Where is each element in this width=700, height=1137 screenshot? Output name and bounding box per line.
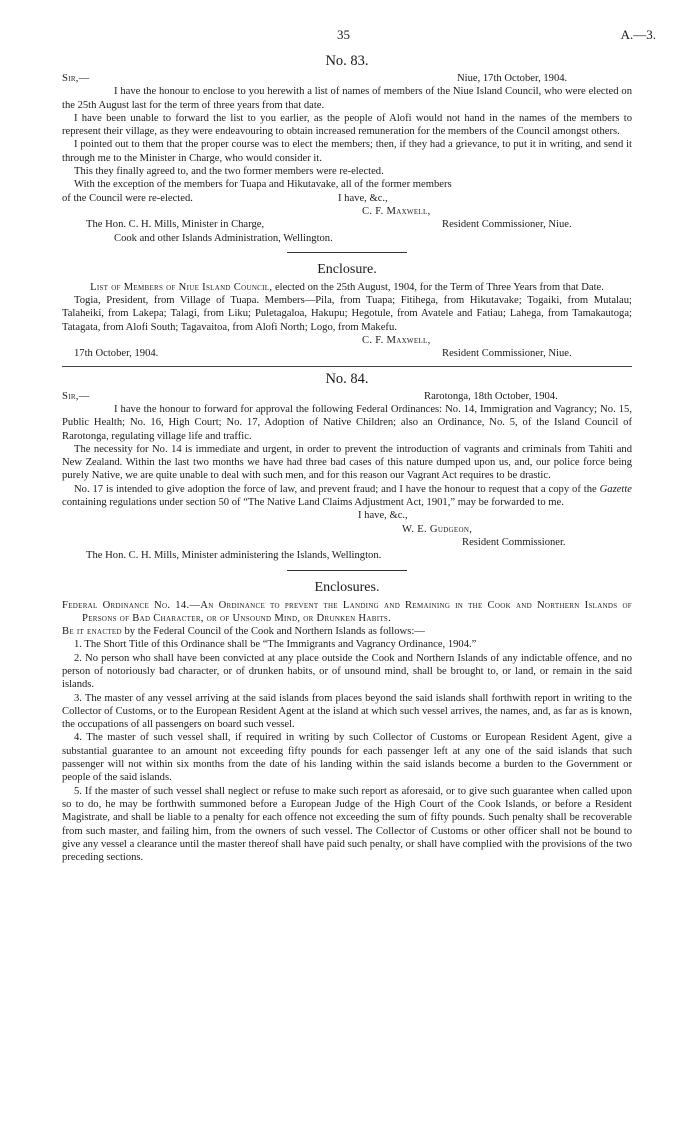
ordinance-section: 1. The Short Title of this Ordinance shall be “The Immigrants and Vagrancy Ordinance, 1904.”: [74, 639, 477, 651]
letter-84-place-date: Rarotonga, 18th October, 1904.: [424, 390, 558, 402]
letter-83-addressee-2: Cook and other Islands Administration, Wellington.: [114, 232, 333, 244]
letter-83-number: No. 83.: [325, 53, 369, 69]
letter-84-signature-line: [62, 523, 632, 536]
letter-83-paragraph: I pointed out to them that the proper course was to elect the members; then, if they had a grievance, to put it in writing, and send it through me to the Minister in Charge, who would consider it.: [62, 139, 632, 164]
letter-84-p3-start: No. 17 is intended to give adoption the force of law, and prevent fraud; and I have the honour to request that a copy of the: [74, 483, 600, 495]
ordinance-section: 3. The master of any vessel arriving at the said islands from places beyond the said islands shall forthwith report in writing to the Collector of Customs, or to the European Resident Agent at the island at which such vessel arrives, the names, and, as far as is known, the occupations of all passengers on board such vessel.: [62, 692, 632, 731]
document-page: [62, 27, 656, 864]
section-divider: [287, 252, 407, 253]
enclosures-title: Enclosures.: [314, 579, 380, 595]
full-width-rule: [62, 366, 632, 367]
letter-83-paragraph: With the exception of the members for Tuapa and Hikutavake, all of the former members: [74, 179, 452, 191]
letter-84-addressee-line: [62, 549, 632, 562]
letter-83-closing: I have, &c.,: [338, 192, 388, 204]
page-header: [62, 27, 656, 46]
letter-84-heading: [62, 390, 632, 403]
enclosure-signature-line: [62, 334, 632, 347]
enacting-clause-rest: by the Federal Council of the Cook and Northern Islands as follows:—: [121, 626, 425, 638]
letter-84-signatory-title: Resident Commissioner.: [462, 536, 566, 548]
letter-83-signature-line: [62, 205, 632, 218]
letter-84-closing-line: [62, 509, 632, 522]
letter-84-p3-end: containing regulations under section 50 of “The Native Land Claims Adjustment Act, 1901,” may be forwarded to me.: [62, 497, 564, 509]
document-reference: A.—3.: [620, 27, 656, 42]
letter-83-salutation: Sir,—: [62, 73, 90, 84]
gazette-title: Gazette: [599, 483, 632, 495]
letter-84-signatory: W. E. Gudgeon,: [402, 523, 473, 535]
letter-84-paragraph: [62, 483, 632, 510]
enclosure-heading-caps: List of Members of Niue Island Council,: [90, 281, 273, 293]
ordinance-section: 5. If the master of such vessel shall neglect or refuse to make such report as aforesaid, or to give such guarantee when called upon so to do, he may be forthwith summoned before a European Judge of the High Court of the Cook Islands, or before a Resident Magistrate, and shall be liable to a penalty for each offence not exceeding the sum of fifty pounds. Such penalty shall be recoverable from such master, and failing him, from the owners of such vessel. The Collector of Customs or other officer shall not be bound to give any vessel a clearance until the master thereof shall have paid such penalty, or shall have complied with the provisions of the two preceding sections.: [62, 785, 632, 864]
page-number: 35: [337, 27, 350, 42]
ordinance-section: 2. No person who shall have been convicted at any place outside the Cook and Northern Islands of any indictable offence, and no person of notoriously bad character, or of drunken habits, or of unsound mind, shall be brought to, or land, or remain in the said islands.: [62, 652, 632, 691]
enclosure-signatory-title: Resident Commissioner, Niue.: [442, 348, 572, 360]
ordinance-section: 4. The master of such vessel shall, if required in writing by such Collector of Customs or European Resident Agent, give a substantial guarantee to an amount not exceeding fifty pounds for each passenger left at any one of the said islands that such passenger will not within six months from the date of his landing within the said islands become a burden to the Government or people of the said islands.: [62, 732, 632, 784]
letter-84-addressee: The Hon. C. H. Mills, Minister administering the Islands, Wellington.: [86, 550, 382, 562]
enclosure-body: Togia, President, from Village of Tuapa. Members—Pila, from Tuapa; Fitihega, from Hikutavake; Togaiki, from Mutalau; Talaheiki, from Lakepa; Talagi, from Liku; Puletagaloa, Hakupu; Hegotule, from Avatele and Fatiau; Lahega, from Tamakautoga; Tatagata, from Alofi South; Tagavaitoa, from Alofi North; Logo, from Makefu.: [62, 295, 632, 333]
letter-83-addressee-line-2: [62, 232, 632, 245]
letter-84-title-line: [62, 536, 632, 549]
enclosure-heading: [62, 281, 632, 294]
enclosure-signatory: C. F. Maxwell,: [362, 335, 431, 347]
enacting-clause: [62, 625, 632, 638]
letter-83-addressee: The Hon. C. H. Mills, Minister in Charge,: [86, 219, 265, 231]
section-divider: [287, 570, 407, 571]
letter-83-addressee-line: [62, 218, 632, 231]
letter-83-signatory: C. F. Maxwell,: [362, 205, 431, 217]
enacting-clause-caps: Be it enacted: [62, 626, 122, 638]
letter-83-last-line: of the Council were re-elected.: [62, 192, 193, 204]
letter-83-signatory-title: Resident Commissioner, Niue.: [442, 219, 572, 231]
enclosure-title: Enclosure.: [317, 261, 377, 277]
letter-83-closing-line: [62, 192, 632, 205]
letter-84-paragraph: The necessity for No. 14 is immediate and urgent, in order to prevent the introduction of vagrants and criminals from Tahiti and New Zealand. Within the last two months we have had three bad cases of this nature dumped upon us, and, our police force being purely Native, we are quite unable to deal with such men, and for this reason our Vagrant Act requires to be drastic.: [62, 443, 632, 482]
enclosure-date-line: [62, 347, 632, 360]
letter-84-closing: I have, &c.,: [358, 510, 408, 522]
letter-83-paragraph: This they finally agreed to, and the two former members were re-elected.: [74, 166, 384, 178]
letter-84-paragraph: I have the honour to forward for approval the following Federal Ordinances: No. 14, Immigration and Vagrancy; No. 15, Public Health; No. 16, High Court; No. 17, Adoption of Native Children; also an Ordinance, No. 5, of the Island Council of Rarotonga, regulating village life and traffic.: [62, 403, 632, 442]
enclosure-date: 17th October, 1904.: [74, 348, 159, 360]
ordinance-title: Federal Ordinance No. 14.—An Ordinance to prevent the Landing and Remaining in the Cook and Northern Islands of Persons of Bad Character, or of Unsound Mind, or Drunken Habits.: [62, 599, 632, 624]
enclosure-heading-rest: elected on the 25th August, 1904, for the Term of Three Years from that Date.: [272, 281, 604, 293]
letter-83-paragraph: I have been unable to forward the list to you earlier, as the people of Alofi would not hand in the names of the members to represent their village, as they were endeavouring to obtain increased remuneration for the members of the Council amongst others.: [62, 112, 632, 138]
letter-84-salutation: Sir,—: [62, 390, 90, 402]
letter-84-number: No. 84.: [325, 370, 369, 387]
letter-83-paragraph: I have the honour to enclose to you herewith a list of names of members of the Niue Island Council, who were elected on the 25th August last for the term of three years from that date.: [62, 86, 632, 111]
letter-83-place-date: Niue, 17th October, 1904.: [457, 73, 568, 84]
letter-83-heading: [62, 72, 632, 85]
